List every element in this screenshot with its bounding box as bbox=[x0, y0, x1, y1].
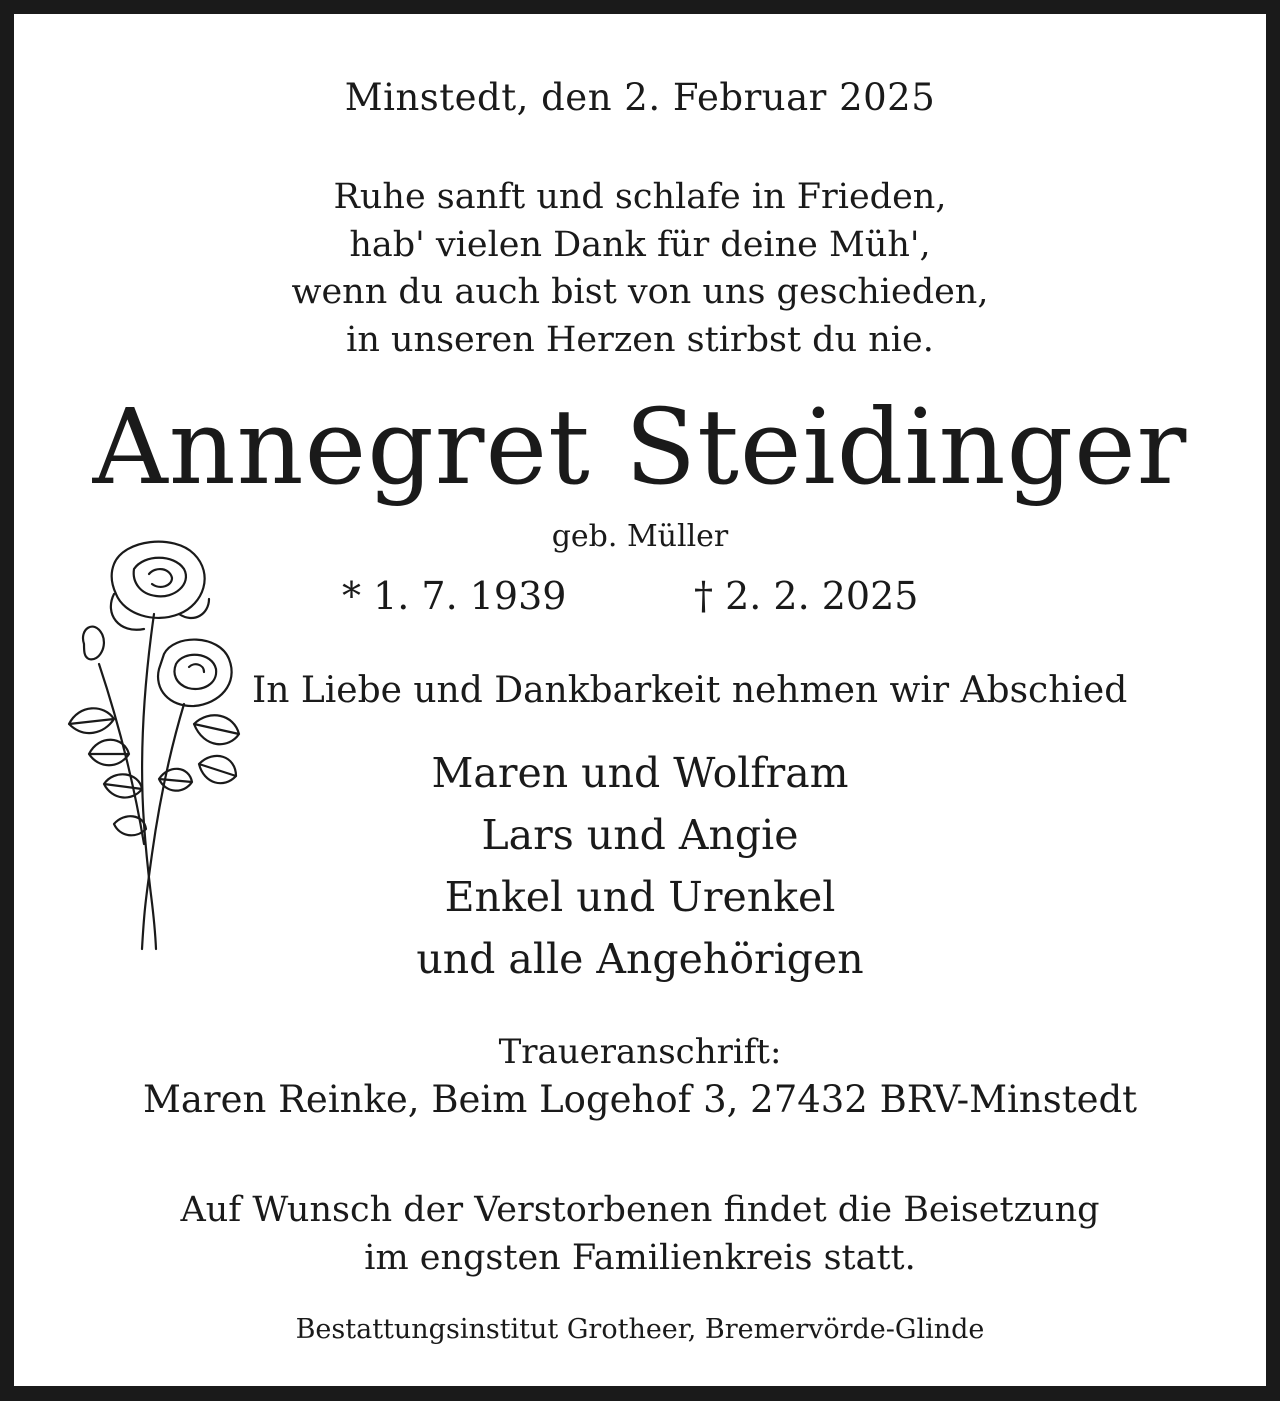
obituary-notice bbox=[14, 14, 1266, 1386]
place-date: Minstedt, den 2. Februar 2025 bbox=[344, 76, 936, 119]
mourner: Maren und Wolfram bbox=[431, 749, 849, 797]
poem bbox=[14, 174, 1266, 364]
mourner: Lars und Angie bbox=[481, 811, 799, 859]
death-date: † 2. 2. 2025 bbox=[694, 574, 919, 618]
funeral-line: im engsten Familienkreis statt. bbox=[364, 1238, 916, 1278]
deceased-name: Annegret Steidinger bbox=[92, 386, 1188, 508]
mourner: Enkel und Urenkel bbox=[444, 873, 836, 921]
mourners-list bbox=[14, 742, 1266, 990]
mourning-address: Maren Reinke, Beim Logehof 3, 27432 BRV-Minstedt bbox=[142, 1078, 1138, 1121]
birth-date: * 1. 7. 1939 bbox=[342, 574, 567, 618]
funeral-note bbox=[14, 1186, 1266, 1282]
poem-line: in unseren Herzen stirbst du nie. bbox=[346, 319, 934, 360]
poem-line: hab' vielen Dank für deine Müh', bbox=[349, 224, 931, 265]
undertaker: Bestattungsinstitut Grotheer, Bremervörde-Glinde bbox=[295, 1314, 985, 1345]
funeral-line: Auf Wunsch der Verstorbenen findet die Beisetzung bbox=[180, 1190, 1100, 1230]
maiden-name: geb. Müller bbox=[551, 519, 729, 554]
mourner: und alle Angehörigen bbox=[416, 935, 864, 983]
poem-line: wenn du auch bist von uns geschieden, bbox=[291, 272, 989, 312]
poem-line: Ruhe sanft und schlafe in Frieden, bbox=[333, 177, 947, 217]
address-label: Traueranschrift: bbox=[498, 1032, 782, 1072]
farewell-line: In Liebe und Dankbarkeit nehmen wir Abschied bbox=[252, 670, 1128, 711]
